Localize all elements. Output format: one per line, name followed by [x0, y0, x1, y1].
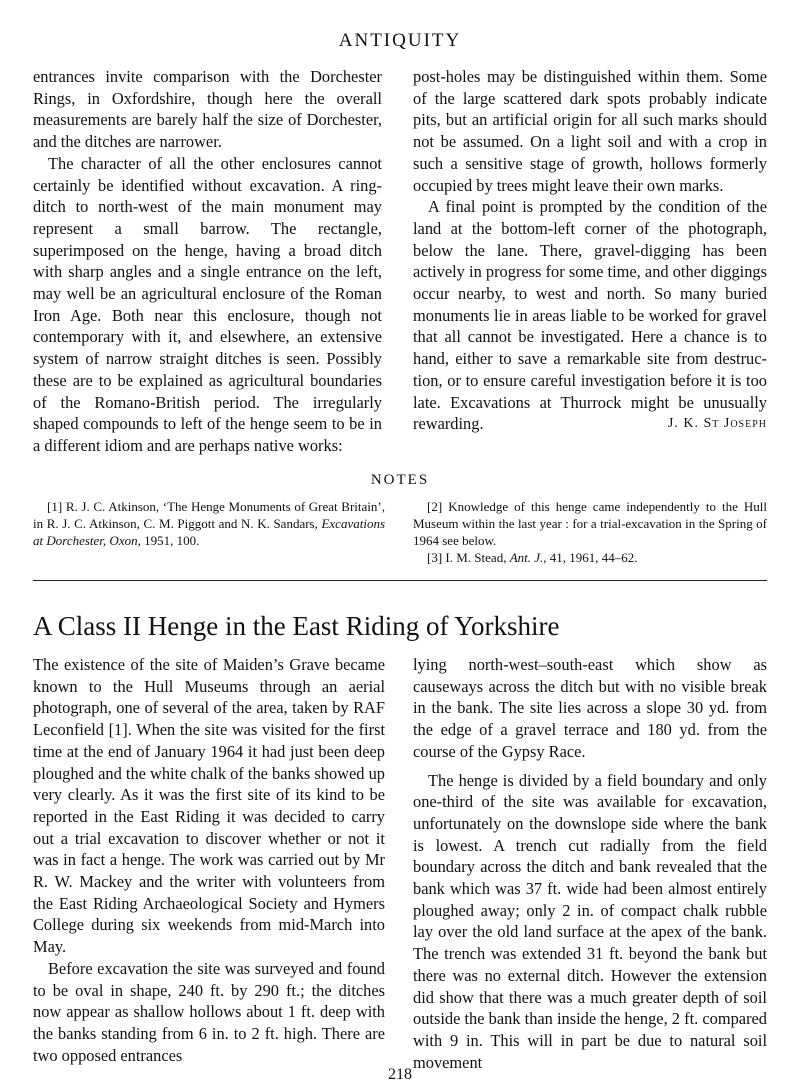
note-text: 41, 1961, 44–62. — [549, 550, 638, 565]
note-marker: [2] — [427, 499, 443, 514]
note-marker: [1] — [47, 499, 63, 514]
top-left-column — [33, 66, 382, 457]
notes-heading: NOTES — [370, 472, 430, 488]
paragraph: The character of all the other enclosures cannot certainly be identified without excavation. A ring-ditch to north-west of the main monument may represent a small barrow. The rectangle, superimposed on the henge, having a broad ditch with sharp angles and a single entrance on the left, may well be an agricultural enclosure of the Roman Iron Age. Both near this enclosure, though not contemporary with it, and elsewhere, an extensive system of narrow straight ditches is seen. Possibly these are to be explained as agricultural boundaries of the Romano-British period. The irregularly shaped compounds to left of the henge seem to be in a different idiom and are perhaps native works: — [33, 153, 382, 455]
note-book-title: Excavations at Dorchester, Oxon, — [33, 516, 386, 548]
article-left-column — [33, 654, 385, 1066]
paragraph: The henge is divided by a field boundary and only one-third of the site was available for excavation, unfortunately on the downslope side where the bank is lowest. A trench cut radially from the field boundary across the ditch and bank revealed that the bank which was 37 ft. wide had been almost entirely ploughed away; only 2 in. of compact chalk rubble lay over the old land surface at the apex of the bank. The trench was extended 31 ft. beyond the bank but there was no external ditch. However the extension did show that there was a much greater depth of soil outside the bank than inside the henge, 2 ft. compared with 9 in. This will in part be due to natural soil movement — [413, 770, 767, 1072]
running-head: ANTIQUITY — [338, 30, 462, 51]
note-1 — [33, 498, 385, 549]
top-right-column — [413, 66, 767, 435]
notes-right-column — [413, 498, 767, 566]
note-marker: [3] — [427, 550, 443, 565]
note-3 — [413, 549, 767, 566]
paragraph: post-holes may be distinguished within them. Some of the large scattered dark spots probably indicate pits, but an artificial origin for all such marks should not be assumed. On a light soil and with a crop in such a sensitive stage of growth, hollows formerly occupied by trees might leave their own marks. — [413, 67, 767, 195]
author-signature: J. K. St Joseph — [667, 416, 767, 432]
paragraph — [413, 196, 767, 435]
paragraph: lying north-west–south-east which show as causeways across the ditch but with no visible break in the bank. The site lies across a slope 30 yd. from the edge of a gravel terrace and 180 yd. from the course of the Gypsy Race. — [413, 655, 767, 761]
paragraph: entrances invite comparison with the Dorchester Rings, in Oxfordshire, though here the overall measurements are barely half the size of Dorchester, and the ditches are narrower. — [33, 67, 382, 152]
paragraph: Before excavation the site was surveyed and found to be oval in shape, 240 ft. by 290 ft.; the ditches now appear as shallow hollows about 1 ft. deep with the banks standing from 6 in. to 2 ft. high. There are two opposed entrances — [33, 958, 385, 1065]
note-2 — [413, 498, 767, 549]
paragraph-text: A final point is prompted by the condition of the land at the bottom-left corner of the photograph, below the lane. There, gravel-digging has been actively in progress for some time, and other diggings occur nearby, to west and north. So many buried monuments lie in areas liable to be worked for gravel that all cannot be investigated. Here a chance is to hand, either to save a remarkable site from destruction, or to ensure careful investigation before it is too late. Excavations at Thurrock might be unusually rewarding. — [413, 197, 767, 434]
note-text: Knowledge of this henge came independently to the Hull Museum within the last year : for a trial-excavation in the Spring of 1964 see below. — [413, 499, 767, 548]
note-text: 1951, 100. — [144, 533, 200, 548]
section-divider — [33, 580, 767, 581]
note-text: I. M. Stead, — [445, 550, 507, 565]
article-right-column — [413, 654, 767, 1073]
paragraph: The existence of the site of Maiden’s Grave became known to the Hull Museums through an aerial photograph, one of several of the area, taken by RAF Leconfield [1]. When the site was visited for the first time at the end of January 1964 it had just been deep ploughed and the white chalk of the banks showed up very clearly. As it was the first site of its kind to be reported in the East Riding it was decided to carry out a trial excavation to discover whether or not it was in fact a henge. The work was carried out by Mr R. W. Mackey and the writer with volunteers from the East Riding Archaeological Society and Hymers College during six weekends from mid-March into May. — [33, 655, 385, 957]
note-text: R. J. C. Atkinson, ‘The Henge Monuments of Great Britain’, in R. J. C. Atkinson, C. M. Piggott and N. K. Sandars, — [33, 499, 385, 531]
notes-left-column — [33, 498, 385, 549]
page-number: 218 — [388, 1066, 412, 1083]
article-title: A Class II Henge in the East Riding of Yorkshire — [33, 611, 560, 641]
note-journal: Ant. J., — [509, 550, 547, 565]
